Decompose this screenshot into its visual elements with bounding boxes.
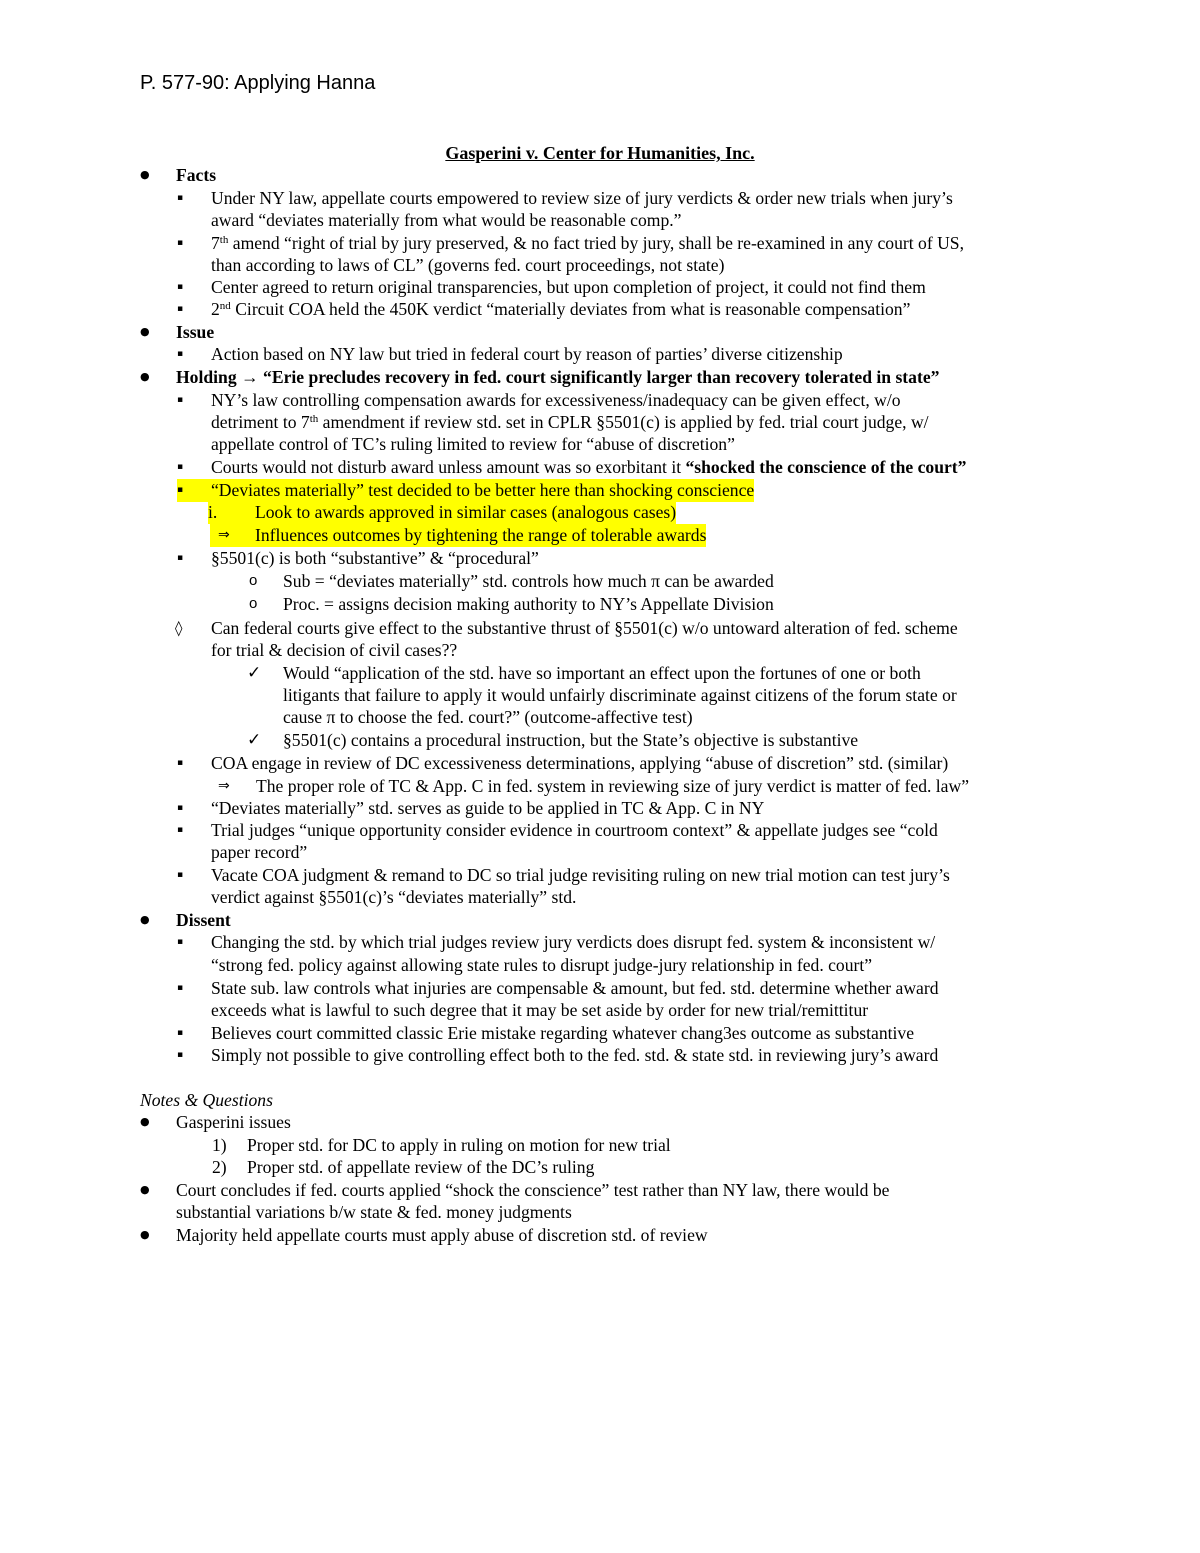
holding-item: “Deviates materially” std. serves as guide to be applied in TC & App. C in NY [211, 798, 765, 818]
holding-item-cont: detriment to 7th amendment if review std. set in CPLR §5501(c) is applied by fed. trial court judge, w/ [211, 412, 929, 432]
holding-item: NY’s law controlling compensation awards for excessiveness/inadequacy can be given effect, w/o [211, 390, 901, 410]
holding-subitem-cont: litigants that failure to apply it would unfairly discriminate against citizens of the forum state or [283, 685, 957, 705]
bullet-square-icon: ▪ [177, 193, 184, 203]
dissent-item: State sub. law controls what injuries are compensable & amount, but fed. std. determine whether award [211, 978, 939, 998]
issue-item: Action based on NY law but tried in federal court by reason of parties’ diverse citizenship [211, 344, 843, 364]
bullet-square-icon: ▪ [177, 825, 184, 835]
notes-item-cont: substantial variations b/w state & fed. money judgments [176, 1202, 572, 1222]
holding-item: Courts would not disturb award unless amount was so exorbitant it “shocked the conscience of the court” [211, 457, 967, 477]
bullet-square-icon: ▪ [177, 238, 184, 248]
bullet-dot-icon: ● [140, 1115, 150, 1128]
number-marker: 1) [212, 1135, 227, 1155]
holding-item: §5501(c) is both “substantive” & “procedural” [211, 548, 539, 568]
holding-item-cont: appellate control of TC’s ruling limited to review for “abuse of discretion” [211, 434, 735, 454]
bullet-dot-icon: ● [140, 1183, 150, 1196]
facts-item: Under NY law, appellate courts empowered to review size of jury verdicts & order new trials when jury’s [211, 188, 953, 208]
dissent-item: Simply not possible to give controlling effect both to the fed. std. & state std. in reviewing jury’s award [211, 1045, 939, 1065]
section-label-issue: Issue [176, 322, 215, 342]
page-heading: P. 577-90: Applying Hanna [140, 72, 376, 94]
arrow-right-icon: → [241, 367, 259, 387]
case-title: Gasperini v. Center for Humanities, Inc. [445, 143, 755, 163]
bullet-square-icon: ▪ [177, 395, 184, 405]
dissent-item-cont: exceeds what is lawful to such degree that it may be set aside by order for new trial/remittitur [211, 1000, 869, 1020]
holding-item-highlighted: “Deviates materially” test decided to be better here than shocking conscience [201, 479, 754, 502]
holding-subitem: Sub = “deviates materially” std. controls how much π can be awarded [283, 571, 774, 591]
facts-item: Center agreed to return original transparencies, but upon completion of project, it could not find them [211, 277, 926, 297]
notes-subitem: Proper std. of appellate review of the DC’s ruling [247, 1157, 595, 1177]
holding-subitem: Would “application of the std. have so important an effect upon the fortunes of one or both [283, 663, 921, 683]
bullet-square-icon: ▪ [177, 1050, 184, 1060]
holding-subitem: Proc. = assigns decision making authority to NY’s Appellate Division [283, 594, 774, 614]
roman-numeral-marker: i. [208, 501, 248, 524]
bullet-square-icon: ▪ [177, 304, 184, 314]
bullet-circle-icon: o [249, 572, 258, 589]
bullet-square-icon: ▪ [177, 282, 184, 292]
bullet-square-icon: ▪ [177, 553, 184, 563]
bullet-dot-icon: ● [140, 370, 150, 383]
bullet-square-icon: ▪ [177, 937, 184, 947]
notes-subitem: Proper std. for DC to apply in ruling on motion for new trial [247, 1135, 671, 1155]
facts-item-cont: than according to laws of CL” (governs fed. court proceedings, not state) [211, 255, 725, 275]
section-label-facts: Facts [176, 165, 217, 185]
diamond-icon: ◊ [175, 619, 183, 637]
bullet-square-icon: ▪ [177, 870, 184, 880]
holding-item: Can federal courts give effect to the substantive thrust of §5501(c) w/o untoward alteration of fed. scheme [211, 618, 958, 638]
holding-item: Trial judges “unique opportunity consider evidence in courtroom context” & appellate judges see “cold [211, 820, 938, 840]
bullet-square-icon: ▪ [177, 758, 184, 768]
notes-item: Court concludes if fed. courts applied “shock the conscience” test rather than NY law, there would be [176, 1180, 890, 1200]
implies-arrow-icon: ⇒ [210, 524, 248, 547]
bullet-square-icon: ▪ [177, 479, 201, 502]
facts-item-cont: award “deviates materially from what would be reasonable comp.” [211, 210, 682, 230]
facts-item: 2nd Circuit COA held the 450K verdict “materially deviates from what is reasonable compensation” [211, 299, 911, 319]
facts-item: 7th amend “right of trial by jury preserved, & no fact tried by jury, shall be re-examined in any court of US, [211, 233, 964, 253]
holding-item-cont: paper record” [211, 842, 308, 862]
implies-arrow-icon: ⇒ [218, 778, 230, 794]
section-label-dissent: Dissent [176, 910, 231, 930]
section-label-holding: Holding → “Erie precludes recovery in fed. court significantly larger than recovery tolerated in state” [176, 367, 940, 387]
bullet-square-icon: ▪ [177, 983, 184, 993]
notes-item: Majority held appellate courts must apply abuse of discretion std. of review [176, 1225, 708, 1245]
dissent-item: Believes court committed classic Erie mistake regarding whatever chang3es outcome as substantive [211, 1023, 915, 1043]
bullet-dot-icon: ● [140, 1228, 150, 1241]
holding-subitem: §5501(c) contains a procedural instruction, but the State’s objective is substantive [283, 730, 859, 750]
dissent-item: Changing the std. by which trial judges review jury verdicts does disrupt fed. system & inconsistent w/ [211, 932, 936, 952]
bullet-dot-icon: ● [140, 325, 150, 338]
holding-item-cont: verdict against §5501(c)’s “deviates materially” std. [211, 887, 577, 907]
holding-item-cont: for trial & decision of civil cases?? [211, 640, 458, 660]
bullet-dot-icon: ● [140, 168, 150, 181]
bullet-dot-icon: ● [140, 913, 150, 926]
holding-subitem: The proper role of TC & App. C in fed. system in reviewing size of jury verdict is matter of fed. law” [256, 776, 970, 796]
notes-item: Gasperini issues [176, 1112, 291, 1132]
checkmark-icon: ✓ [247, 663, 262, 683]
holding-item: Vacate COA judgment & remand to DC so trial judge revisiting ruling on new trial motion can test jury’s [211, 865, 950, 885]
checkmark-icon: ✓ [247, 730, 262, 750]
number-marker: 2) [212, 1157, 227, 1177]
holding-subitem-highlighted: Look to awards approved in similar cases (analogous cases) [248, 501, 676, 524]
section-label-notes: Notes & Questions [140, 1090, 273, 1110]
holding-item: COA engage in review of DC excessiveness determinations, applying “abuse of discretion” std. (similar) [211, 753, 949, 773]
bullet-circle-icon: o [249, 595, 258, 612]
dissent-item-cont: “strong fed. policy against allowing state rules to disrupt judge-jury relationship in fed. court” [211, 955, 873, 975]
holding-subitem-highlighted: Influences outcomes by tightening the range of tolerable awards [248, 524, 706, 547]
holding-subitem-cont: cause π to choose the fed. court?” (outcome-affective test) [283, 707, 693, 727]
bullet-square-icon: ▪ [177, 1028, 184, 1038]
bullet-square-icon: ▪ [177, 462, 184, 472]
bullet-square-icon: ▪ [177, 349, 184, 359]
bullet-square-icon: ▪ [177, 803, 184, 813]
